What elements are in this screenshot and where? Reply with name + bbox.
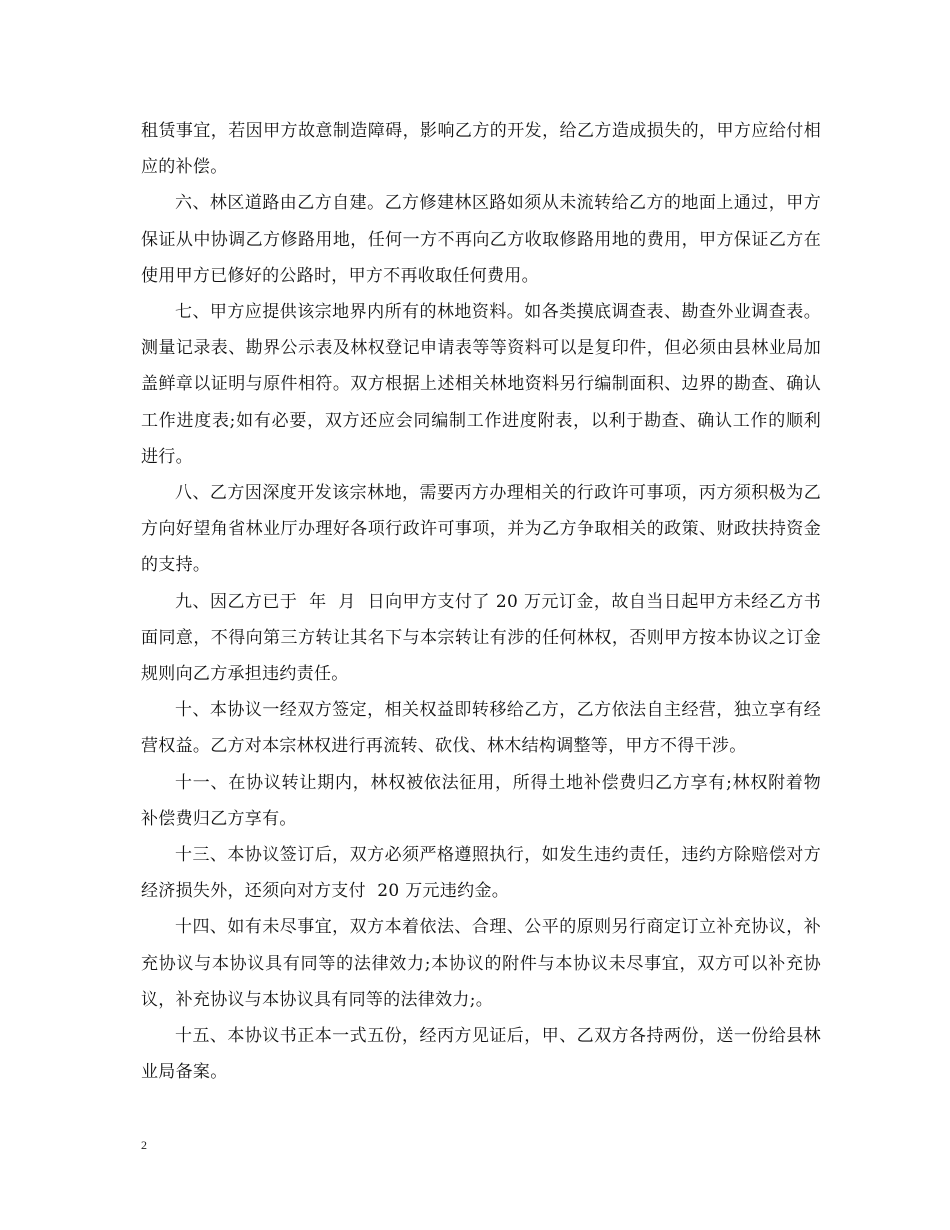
paragraph-clause-7: 七、甲方应提供该宗地界内所有的林地资料。如各类摸底调查表、勘查外业调查表。测量记录表、勘界公示表及林权登记申请表等等资料可以是复印件，但必须由县林业局加盖鲜章以证明与原件相符。双方根据上述相关林地资料另行编制面积、边界的勘查、确认工作进度表;如有必要，双方还应会同编制工作进度附表，以利于勘查、确认工作的顺利进行。 (141, 302, 821, 467)
paragraph-clause-10: 十、本协议一经双方签定，相关权益即转移给乙方，乙方依法自主经营，独立享有经营权益。乙方对本宗林权进行再流转、砍伐、林木结构调整等，甲方不得干涉。 (141, 700, 821, 757)
paragraph-clause-8: 八、乙方因深度开发该宗林地，需要丙方办理相关的行政许可事项，丙方须积极为乙方向好望角省林业厅办理好各项行政许可事项，并为乙方争取相关的政策、财政扶持资金的支持。 (141, 483, 821, 576)
paragraph-clause-9: 九、因乙方已于 年 月 日向甲方支付了 20 万元订金，故自当日起甲方未经乙方书面同意，不得向第三方转让其名下与本宗转让有涉的任何林权，否则甲方按本协议之订金规则向乙方承担违约责任。 (141, 591, 821, 685)
paragraph-clause-15: 十五、本协议书正本一式五份，经丙方见证后，甲、乙双方各持两份，送一份给县林业局备案。 (141, 1026, 821, 1083)
paragraph-clause-6: 六、林区道路由乙方自建。乙方修建林区路如须从未流转给乙方的地面上通过，甲方保证从中协调乙方修路用地，任何一方不再向乙方收取修路用地的费用，甲方保证乙方在使用甲方已修好的公路时，甲方不再收取任何费用。 (141, 193, 821, 286)
paragraph-clause-14: 十四、如有未尽事宜，双方本着依法、合理、公平的原则另行商定订立补充协议，补充协议与本协议具有同等的法律效力;本协议的附件与本协议未尽事宜，双方可以补充协议，补充协议与本协议具有同等的法律效力;。 (141, 917, 821, 1010)
paragraph-clause-11: 十一、在协议转让期内，林权被依法征用，所得土地补偿费归乙方享有;林权附着物补偿费归乙方享有。 (141, 772, 821, 829)
page-number: 2 (141, 1138, 147, 1152)
paragraph-clause-13: 十三、本协议签订后，双方必须严格遵照执行，如发生违约责任，违约方除赔偿对方经济损失外，还须向对方支付 20 万元违约金。 (141, 845, 821, 902)
document-body (141, 113, 821, 1090)
paragraph-continuation: 租赁事宜，若因甲方故意制造障碍，影响乙方的开发，给乙方造成损失的，甲方应给付相应的补偿。 (141, 121, 821, 178)
